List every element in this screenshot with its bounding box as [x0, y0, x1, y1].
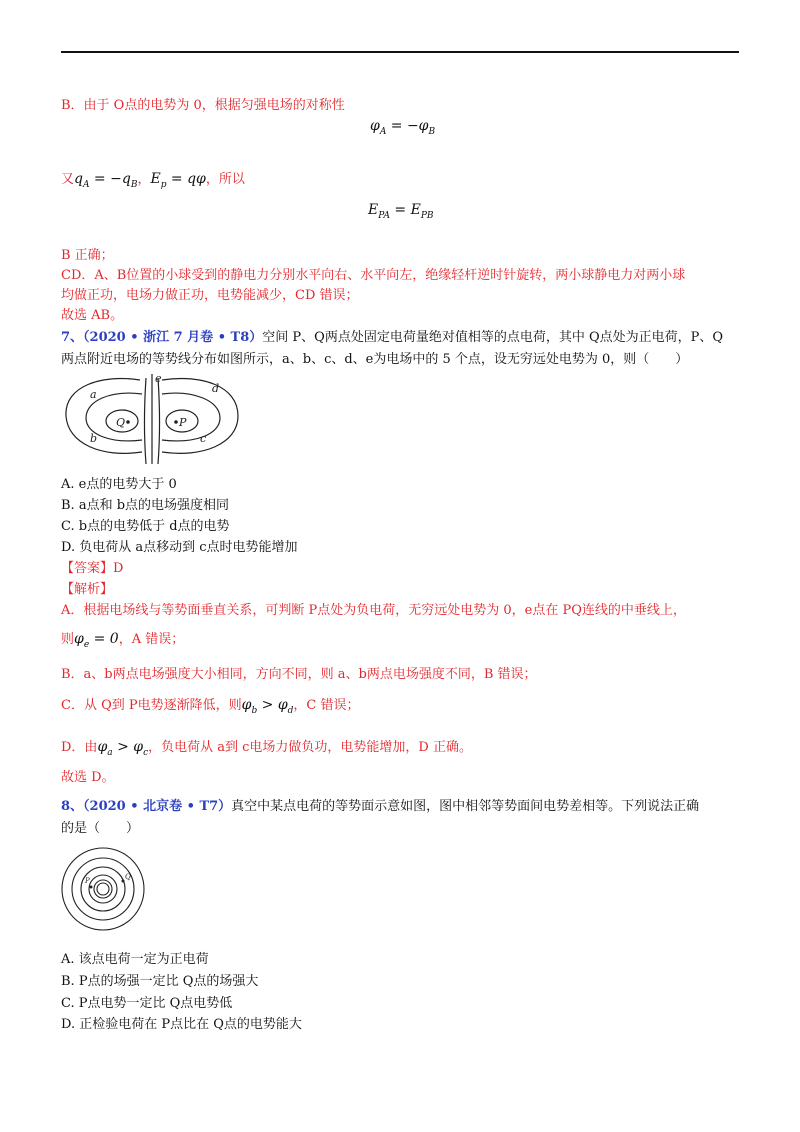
equation-epa: $E_{PA} = E_{PB}$	[368, 202, 434, 221]
q8-option-b: B. P点的场强一定比 Q点的场强大	[61, 974, 259, 989]
label-a: a	[90, 388, 97, 401]
b-line-2-suffix: ，所以	[205, 172, 245, 187]
q7-analysis-c	[61, 696, 360, 720]
q8-option-a: A. 该点电荷一定为正电荷	[61, 952, 209, 967]
q7-analysis-a2	[61, 630, 184, 654]
q8-source: （2020 • 北京卷 • T7）	[83, 799, 232, 814]
label-e: e	[155, 372, 162, 385]
q8-option-d: D. 正检验电荷在 P点比在 Q点的电势能大	[61, 1017, 302, 1032]
q7-d-prefix: D．由	[61, 740, 98, 755]
q7-choose: 故选 D。	[61, 770, 115, 785]
choose-ab: 故选 AB。	[61, 308, 124, 323]
q8-equipotential-figure	[60, 846, 148, 932]
math-phi-bd: $\varphi_b > \varphi_d$	[241, 697, 294, 716]
b-correct: B 正确；	[61, 248, 114, 263]
q7-analysis-title: 【解析】	[61, 582, 114, 597]
q7-stem-line-2: 两点附近电场的等势线分布如图所示，a、b、c、d、e为电场中的 5 个点，设无穷远处电势为 0，则（ ）	[61, 352, 689, 367]
cd-line-1: CD．A、B位置的小球受到的静电力分别水平向右、水平向左，绝缘轻杆逆时针旋转，两小球静电力对两小球	[61, 268, 686, 283]
q8-stem-line-2: 的是（ ）	[61, 821, 140, 836]
b-line-2-mid: ，	[137, 172, 151, 187]
q7-c-prefix: C．从 Q到 P电势逐渐降低，则	[61, 698, 242, 713]
q7-option-b: B. a点和 b点的电场强度相同	[61, 498, 230, 513]
math-phi-e: $\varphi_e = 0$	[74, 631, 119, 650]
q8-number: 8、	[61, 799, 84, 814]
q7-number: 7、	[61, 330, 84, 345]
q7-option-c: C. b点的电势低于 d点的电势	[61, 519, 230, 534]
equation-phi-a: $\varphi_A = -\varphi_B$	[370, 118, 436, 137]
q7-c-suffix: ，C 错误；	[293, 698, 360, 713]
q7-analysis-b: B．a、b两点电场强度大小相同，方向不同，则 a、b两点电场强度不同，B 错误；	[61, 667, 537, 682]
label-q8: Q	[125, 873, 131, 881]
q7-equipotential-figure	[62, 368, 242, 464]
math-phi-ac: $\varphi_a > \varphi_c$	[97, 739, 149, 758]
label-d: d	[212, 382, 220, 395]
b-line-2	[61, 170, 245, 194]
label-c: c	[200, 432, 207, 445]
p-charge-dot	[174, 420, 178, 424]
q8-option-c: C. P点电势一定比 Q点电势低	[61, 996, 233, 1011]
label-q: Q	[116, 416, 126, 429]
q-charge-dot	[126, 420, 130, 424]
q7-source: （2020 • 浙江 7 月卷 • T8）	[83, 330, 263, 345]
b-line-2-prefix: 又	[61, 172, 75, 187]
q7-a2-prefix: 则	[61, 632, 75, 647]
q7-stem-1: 空间 P、Q两点处固定电荷量绝对值相等的点电荷，其中 Q点处为正电荷，P、Q	[262, 330, 724, 345]
q7-analysis-d	[61, 738, 472, 762]
math-q: $q_A = -q_B$	[74, 171, 138, 190]
b-line-1: B．由于 O点的电势为 0，根据匀强电场的对称性	[61, 98, 345, 113]
q7-option-d: D. 负电荷从 a点移动到 c点时电势能增加	[61, 540, 298, 555]
q7-answer: 【答案】D	[61, 561, 124, 576]
q7-option-a: A. e点的电势大于 0	[61, 477, 177, 492]
label-p8: P	[85, 877, 90, 885]
q7-analysis-a1: A．根据电场线与等势面垂直关系，可判断 P点处为负电荷，无穷远处电势为 0，e点在 PQ连线的中垂线上，	[61, 603, 686, 618]
label-b: b	[90, 432, 98, 445]
p-point-dot	[90, 886, 93, 889]
cd-line-2: 均做正功，电场力做正功，电势能减少，CD 错误；	[61, 288, 359, 303]
q8-stem-line-1	[61, 798, 699, 816]
q7-stem-line-1	[61, 329, 723, 347]
q7-a2-suffix: ，A 错误；	[118, 632, 185, 647]
q7-d-suffix: ，负电荷从 a到 c电场力做负功，电势能增加，D 正确。	[148, 740, 472, 755]
q8-stem-1: 真空中某点电荷的等势面示意如图，图中相邻等势面间电势差相等。下列说法正确	[231, 799, 700, 814]
math-ep: $E_p = q\varphi$	[150, 171, 206, 190]
label-p: P	[179, 416, 187, 429]
header-rule	[61, 51, 739, 53]
